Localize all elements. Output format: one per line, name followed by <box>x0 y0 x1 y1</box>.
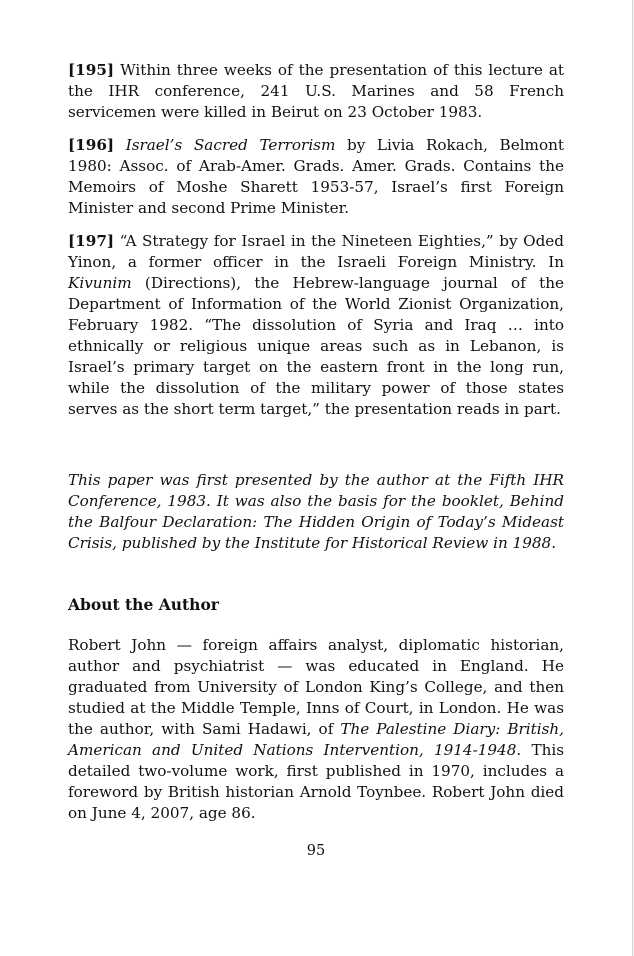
book-title: The Palestine Diary: British, American and United Nations Intervention, 1914-1948 <box>68 720 565 759</box>
footnote-number: [195] <box>68 61 115 79</box>
book-title: Israel’s Sacred Terrorism <box>125 136 336 154</box>
footnote-text: (Directions), the Hebrew-language journal of the Department of Information of the World Zionist Organization, February 1982. “The dissolution of Syria and Iraq … into ethnically or religious unique areas such as in Lebanon, is Israel’s primary target on the eastern front in the long run, while the dissolution of the military power of those states serves as the short term target,” the presentation reads in part. <box>68 274 564 418</box>
about-author-heading: About the Author <box>68 595 219 614</box>
bio-text: . This detailed two-volume work, first published in 1970, includes a foreword by British historian Arnold Toynbee. Robert John died on June 4, 2007, age 86. <box>68 741 565 822</box>
bio-text: Robert John — foreign affairs analyst, diplomatic historian, author and psychiatrist — was educated in England. He graduated from University of London King’s College, and then studied at the Middle Temple, Inns of Court, in London. He was the author, with Sami Hadawi, of <box>68 636 564 738</box>
page-number: 95 <box>306 843 326 859</box>
footnote-195 <box>68 60 564 123</box>
footnote-text: Within three weeks of the presentation of this lecture at the IHR conference, 241 U.S. Marines and 58 French servicemen were killed in Beirut on 23 October 1983. <box>68 61 564 121</box>
footnote-number: [197] <box>68 232 115 250</box>
journal-title: Kivunim <box>68 274 132 292</box>
footnote-197 <box>68 231 564 420</box>
page-content <box>68 60 564 824</box>
footnote-text: by Livia Rokach, Belmont 1980: Assoc. of Arab-Amer. Grads. Amer. Grads. Contains the Memoirs of Moshe Sharett 1953-57, Israel’s first Foreign Minister and second Prime Minister. <box>68 136 564 217</box>
footnote-number: [196] <box>68 136 115 154</box>
presentation-note: This paper was first presented by the author at the Fifth IHR Conference, 1983. It was also the basis for the booklet, Behind the Balfour Declaration: The Hidden Origin of Today’s Mideast Crisis, published by the Institute for Historical Review in 1988. <box>68 471 564 552</box>
footnote-196 <box>68 135 564 219</box>
author-bio <box>68 635 564 824</box>
footnote-text: “A Strategy for Israel in the Nineteen Eighties,” by Oded Yinon, a former officer in the Israeli Foreign Ministry. In <box>68 232 565 271</box>
